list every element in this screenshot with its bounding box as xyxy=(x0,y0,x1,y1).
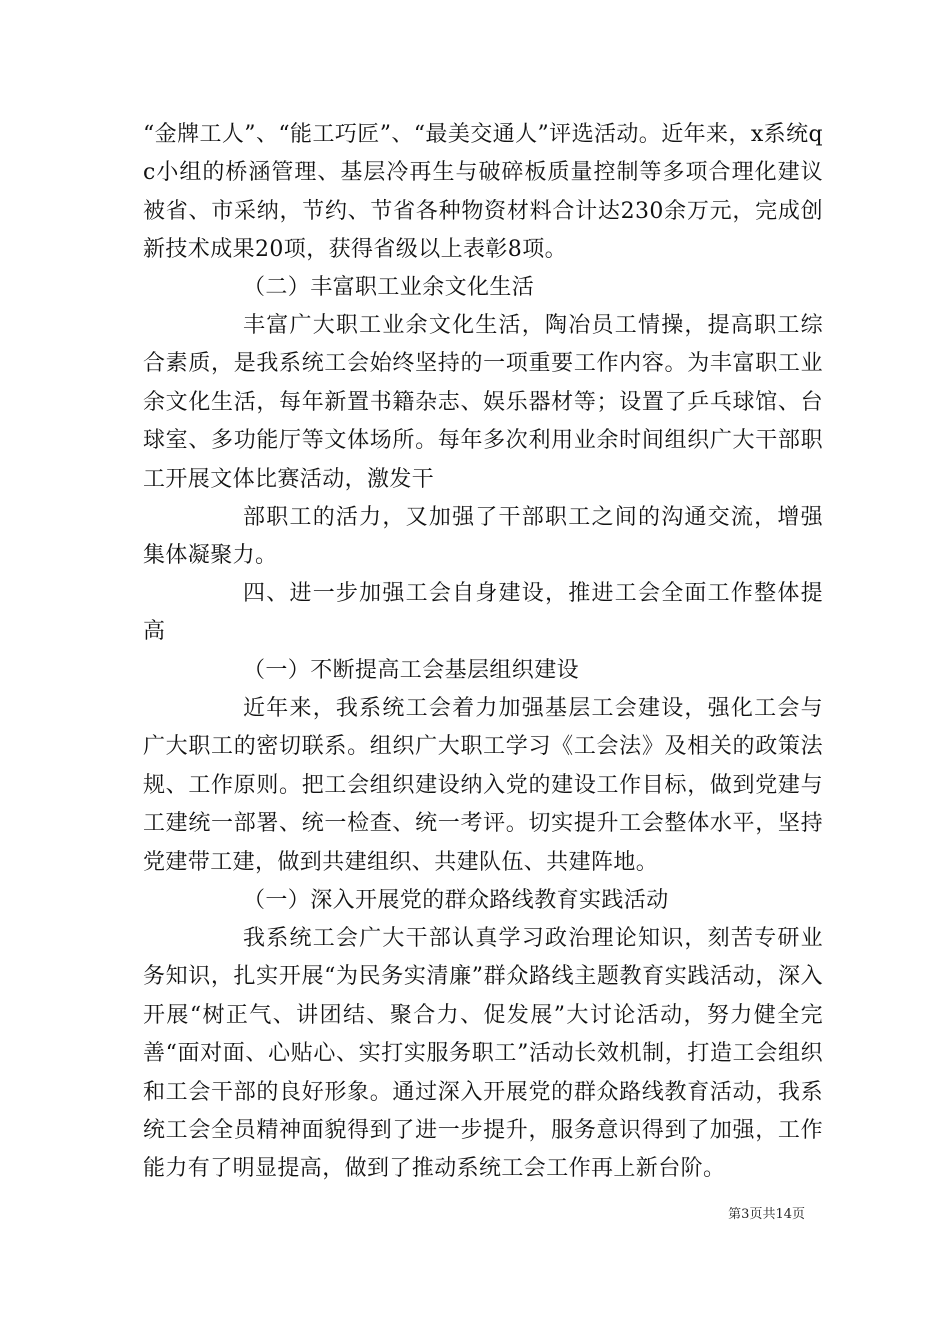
page-number-footer: 第3页共14页 xyxy=(728,1207,805,1222)
section-heading-culture-life: （二）丰富职工业余文化生活 xyxy=(243,275,535,300)
paragraph-vitality: 部职工的活力，又加强了干部职工之间的沟通交流，增强集体凝聚力。 xyxy=(143,505,823,569)
section-heading-grassroots: （一）不断提高工会基层组织建设 xyxy=(243,658,580,683)
paragraph-selection-activities: “金牌工人”、“能工巧匠”、“最美交通人”评选活动。近年来，x系统qc小组的桥涵管理、基层冷再生与破碎板质量控制等多项合理化建议被省、市采纳，节约、节省各种物资材料合计达230余万元，完成创新技术成果20项，获得省级以上表彰8项。 xyxy=(143,122,823,263)
paragraph-grassroots: 近年来，我系统工会着力加强基层工会建设，强化工会与广大职工的密切联系。组织广大职工学习《工会法》及相关的政策法规、工作原则。把工会组织建设纳入党的建设工作目标，做到党建与工建统一部署、统一检查、统一考评。切实提升工会整体水平，坚持党建带工建，做到共建组织、共建队伍、共建阵地。 xyxy=(143,696,823,875)
section-heading-four: 四、进一步加强工会自身建设，推进工会全面工作整体提高 xyxy=(143,581,823,645)
paragraph-culture-life: 丰富广大职工业余文化生活，陶冶员工情操，提高职工综合素质，是我系统工会始终坚持的一项重要工作内容。为丰富职工业余文化生活，每年新置书籍杂志、娱乐器材等；设置了乒乓球馆、台球室、多功能厅等文体场所。每年多次利用业余时间组织广大干部职工开展文体比赛活动，激发干 xyxy=(143,313,823,492)
paragraph-mass-line: 我系统工会广大干部认真学习政治理论知识，刻苦专研业务知识，扎实开展“为民务实清廉”群众路线主题教育实践活动，深入开展“树正气、讲团结、聚合力、促发展”大讨论活动，努力健全完善“面对面、心贴心、实打实服务职工”活动长效机制，打造工会组织和工会干部的良好形象。通过深入开展党的群众路线教育活动，我系统工会全员精神面貌得到了进一步提升，服务意识得到了加强，工作能力有了明显提高，做到了推动系统工会工作再上新台阶。 xyxy=(143,926,823,1182)
section-heading-mass-line: （一）深入开展党的群众路线教育实践活动 xyxy=(243,888,669,913)
